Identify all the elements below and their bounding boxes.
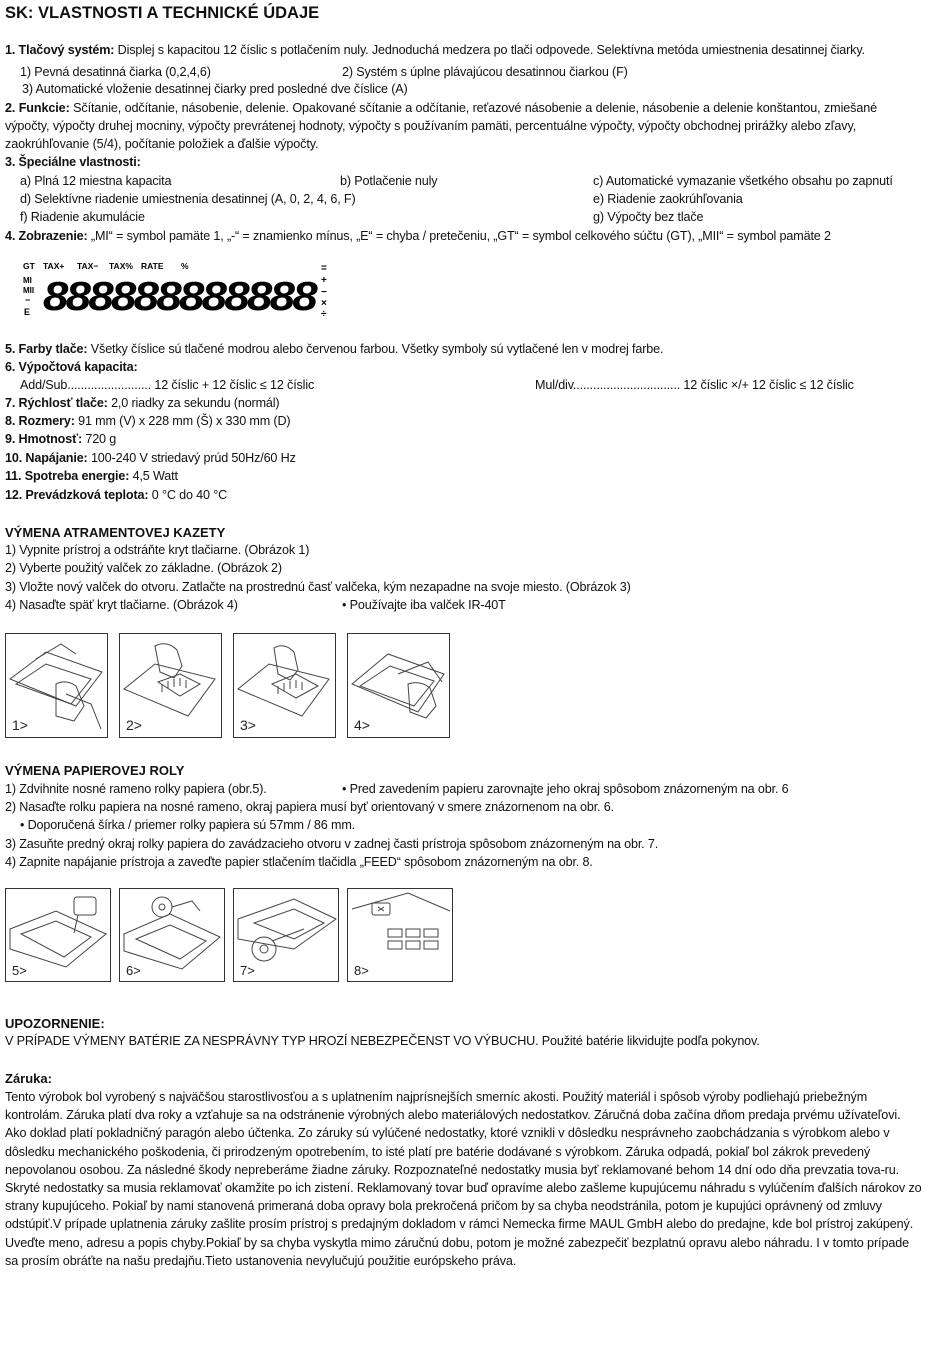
spec-3-b: b) Potlačenie nuly (340, 174, 438, 188)
ink-step-2: 2) Vyberte použitý valček zo základne. (Obrázok 2) (5, 561, 282, 575)
display-op-divide: ÷ (321, 309, 327, 320)
spec-6-add: Add/Sub......................... 12 číslic + 12 číslic ≤ 12 číslic (20, 378, 315, 392)
spec-1-label: 1. Tlačový systém: (5, 43, 115, 57)
display-mi: MI (23, 276, 32, 285)
figure-5-label: 5> (12, 963, 27, 978)
display-digits: 888888888888 (43, 273, 318, 319)
spec-10: 10. Napájanie: 100-240 V striedavý prúd 50Hz/60 Hz (5, 451, 296, 465)
display-op-plus: + (321, 275, 327, 286)
spec-6-label: 6. Výpočtová kapacita: (5, 360, 138, 374)
spec-3-c: c) Automatické vymazanie všetkého obsahu po zapnutí (593, 174, 893, 188)
spec-1 (5, 43, 865, 58)
paper-step-3: 3) Zasuňte predný okraj rolky papiera do zavádzacieho otvoru v zadnej časti prístroja spôsobom znázorneným na obr. 7. (5, 837, 659, 851)
spec-4-text: „MI“ = symbol pamäte 1, „-“ = znamienko mínus, „E“ = chyba / pretečeniu, „GT“ = symbol celkového súčtu (GT), „MII“ = symbol pamäte 2 (87, 229, 831, 243)
display-pct: % (181, 261, 189, 271)
spec-5-label: 5. Farby tlače: (5, 342, 88, 356)
spec-3-label: 3. Špeciálne vlastnosti: (5, 155, 141, 169)
figure-2 (119, 633, 222, 738)
spec-5-text: Všetky číslice sú tlačené modrou alebo červenou farbou. Všetky symboly sú vytlačené len v modrej farbe. (87, 342, 664, 356)
display-gt: GT (23, 261, 35, 271)
paper-step-4: 4) Zapnite napájanie prístroja a zaveďte papier stlačením tlačidla „FEED“ spôsobom znázorneným na obr. 8. (5, 855, 593, 869)
display-op-times: × (321, 298, 327, 309)
figure-1 (5, 633, 108, 738)
warranty-title: Záruka: (5, 1071, 52, 1086)
spec-3-e: e) Riadenie zaokrúhľovania (593, 192, 743, 206)
display-minus: − (25, 295, 31, 305)
spec-4-label: 4. Zobrazenie: (5, 229, 88, 243)
figure-5 (5, 888, 111, 982)
spec-11: 11. Spotreba energie: 4,5 Watt (5, 469, 178, 483)
spec-1-option-a: 1) Pevná desatinná čiarka (0,2,4,6) (20, 65, 211, 79)
display-mii: MII (23, 286, 35, 295)
ink-step-1: 1) Vypnite prístroj a odstráňte kryt tlačiarne. (Obrázok 1) (5, 543, 310, 557)
figure-7-label: 7> (240, 963, 255, 978)
spec-7: 7. Rýchlosť tlače: 2,0 riadky za sekundu (normál) (5, 396, 280, 410)
spec-9: 9. Hmotnosť: 720 g (5, 432, 117, 446)
figure-7 (233, 888, 339, 982)
spec-6-mul: Mul/div................................ 12 číslic ×/+ 12 číslic ≤ 12 číslic (535, 378, 854, 392)
figure-1-label: 1> (12, 717, 28, 733)
spec-2-label: 2. Funkcie: (5, 101, 70, 115)
figure-2-label: 2> (126, 717, 142, 733)
warranty-text: Tento výrobok bol vyrobený s najväčšou starostlivosťou a s uplatnením najprísnejších smerníc akosti. Použitý materiál i spôsob výroby podliehajú priebežným kontrolám. Záruka platí dva roky a vzťahuje sa na odstránenie výrobných alebo materiálových nedostatkov. Záručná doba začína dňom predaja prvému užívateľovi. Ako doklad platí pokladničný paragón alebo účtenka. Zo záruky sú vylúčené nedostatky, ktoré vznikli v dôsledku nesprávneho zaobchádzania s výrobkom alebo v dôsledku mechanického poškodenia, či prirodzeným opotrebením, to isté platí pre batérie dodávané s výrobkom. Záruka odpadá, pokiaľ bol zákrok prevedený nepovolanou osobou. Za následné škody nepreberáme žiadne záruky. Rozpoznateľné nedostatky musia byť reklamované behom 14 dní odo dňa prevzatia tova-ru. Skryté nedostatky sa musia reklamovať okamžite po ich zistení. Reklamovaný tovar buď opravíme alebo zašleme kupujúcemu náhradu s vylúčením ďalších nárokov zo strany kupujúceho. Pokiaľ by nami stanovená primeraná doba opravy bola prekročená pričom by sa chyba neodstránila, potom je kupujúci oprávnený od zmluvy odstúpiť.V prípade uplatnenia záruky zašlite prosím prístroj s predajným dokladom v rámci Nemecka firme MAUL GmbH alebo do predajne, kde bol prístroj zakúpený. Uveďte meno, adresu a popis chyby.Pokiaľ by sa chyba vyskytla mimo záručnú dobu, potom je možné zabezpečiť bezplatnú opravu alebo náhradu. I v tomto prípade sa prosím obráťte na našu predajňu.Tieto ustanovenia nevylučujú použitie európskeho práva. (5, 1090, 922, 1268)
spec-3-a: a) Plná 12 miestna kapacita (20, 174, 172, 188)
figure-6 (119, 888, 225, 982)
spec-3-d: d) Selektívne riadenie umiestnenia desatinnej (A, 0, 2, 4, 6, F) (20, 192, 356, 206)
paper-step-1-note: • Pred zavedením papieru zarovnajte jeho okraj spôsobom znázorneným na obr. 6 (342, 782, 789, 796)
spec-4 (5, 229, 831, 244)
warning-text: V PRÍPADE VÝMENY BATÉRIE ZA NESPRÁVNY TYP HROZÍ NEBEZPEČENST VO VÝBUCHU. Použité batérie likvidujte podľa pokynov. (5, 1034, 760, 1048)
ink-step-4: 4) Nasaďte späť kryt tlačiarne. (Obrázok 4) (5, 598, 238, 612)
figure-3 (233, 633, 336, 738)
spec-1-text: Displej s kapacitou 12 číslic s potlačením nuly. Jednoduchá medzera po tlači odpovede. Selektívna metóda umiestnenia desatinnej čiarky. (114, 43, 865, 57)
display-diagram (21, 260, 341, 320)
figure-8-label: 8> (354, 963, 369, 978)
warning-title: UPOZORNENIE: (5, 1016, 105, 1031)
spec-3-g: g) Výpočty bez tlače (593, 210, 704, 224)
figure-4-label: 4> (354, 717, 370, 733)
figure-8 (347, 888, 453, 982)
figure-4 (347, 633, 450, 738)
paper-step-2: 2) Nasaďte rolku papiera na nosné rameno, okraj papiera musí byť orientovaný v smere znázornenom na obr. 6. (5, 800, 614, 814)
ink-step-3: 3) Vložte nový valček do otvoru. Zatlačte na prostrednú časť valčeka, kým nezapadne na svoje miesto. (Obrázok 3) (5, 580, 631, 594)
page-title: SK: VLASTNOSTI A TECHNICKÉ ÚDAJE (5, 4, 320, 22)
spec-3-f: f) Riadenie akumulácie (20, 210, 145, 224)
spec-12: 12. Prevádzková teplota: 0 °C do 40 °C (5, 488, 228, 502)
paper-step-2-note: • Doporučená šírka / priemer rolky papiera sú 57mm / 86 mm. (20, 818, 356, 832)
ink-note: • Používajte iba valček IR-40T (342, 598, 506, 612)
ink-section-title: VÝMENA ATRAMENTOVEJ KAZETY (5, 525, 226, 540)
paper-step-1: 1) Zdvihnite nosné rameno rolky papiera (obr.5). (5, 782, 267, 796)
spec-5 (5, 342, 663, 357)
spec-1-option-c: 3) Automatické vloženie desatinnej čiarky pred posledné dve číslice (A) (22, 82, 408, 96)
spec-8: 8. Rozmery: 91 mm (V) x 228 mm (Š) x 330 mm (D) (5, 414, 291, 428)
display-op-minus: − (321, 287, 327, 298)
spec-1-option-b: 2) Systém s úplne plávajúcou desatinnou čiarkou (F) (342, 65, 628, 79)
display-op-equals: = (321, 263, 327, 274)
display-taxminus: TAX− (77, 261, 99, 271)
display-e: E (24, 307, 31, 317)
display-taxplus: TAX+ (43, 261, 65, 271)
figure-6-label: 6> (126, 963, 141, 978)
display-taxpct: TAX% (109, 261, 133, 271)
figure-3-label: 3> (240, 717, 256, 733)
display-rate: RATE (141, 261, 164, 271)
spec-2 (5, 99, 917, 154)
spec-2-text: Sčítanie, odčítanie, násobenie, delenie. Opakované sčítanie a odčítanie, reťazové násobenie a delenie, násobenie a delenie konštantou, zmiešané výpočty, výpočty druhej mocniny, výpočty prevrátenej hodnoty, výpočty s používaním pamäti, percentuálne výpočty, výpočty obchodnej prirážky alebo zľavy, zaokrúhľovanie (5/4), počítanie položiek a ďalšie výpočty. (5, 101, 878, 152)
paper-section-title: VÝMENA PAPIEROVEJ ROLY (5, 763, 185, 778)
